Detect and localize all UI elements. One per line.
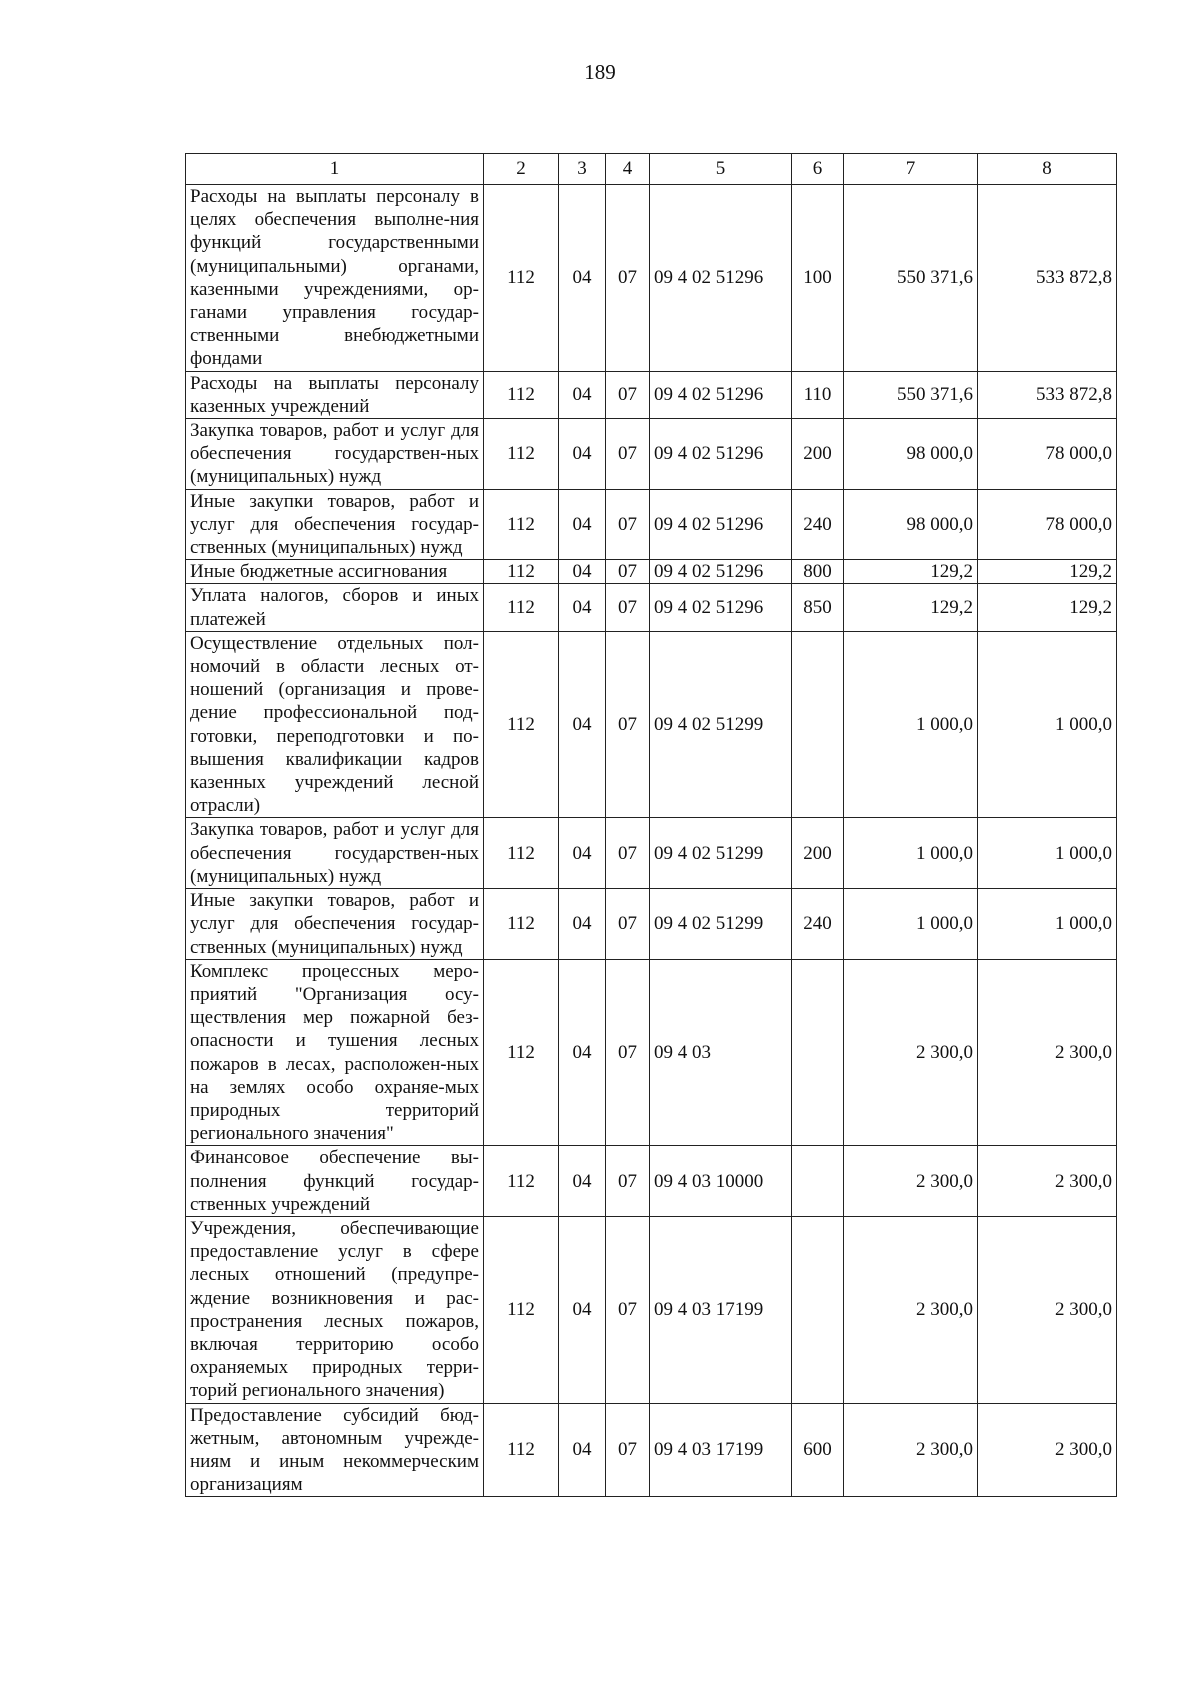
subsection-code: 07 xyxy=(606,185,650,372)
target-article-code: 09 4 02 51299 xyxy=(650,818,792,889)
expense-type-code xyxy=(792,959,844,1146)
section-code: 04 xyxy=(559,818,606,889)
ministry-code: 112 xyxy=(484,818,559,889)
row-name: Осуществление отдельных пол-номочий в области лесных от-ношений (организация и прове-дение профессиональной под-готовки, переподготовки и по-вышения квалификации кадров казенных учреждений лесной отрасли) xyxy=(186,631,484,818)
table-row xyxy=(186,371,1117,418)
amount-year-1: 2 300,0 xyxy=(844,959,978,1146)
ministry-code: 112 xyxy=(484,1403,559,1497)
section-code: 04 xyxy=(559,889,606,960)
amount-year-2: 129,2 xyxy=(978,560,1117,584)
row-name: Закупка товаров, работ и услуг для обеспечения государствен-ных (муниципальных) нужд xyxy=(186,818,484,889)
ministry-code: 112 xyxy=(484,959,559,1146)
subsection-code: 07 xyxy=(606,371,650,418)
row-name: Комплекс процессных меро-приятий "Организация осу-ществления мер пожарной без-опасности и тушения лесных пожаров в лесах, расположен-ных на землях особо охраняе-мых природных территорий регионального значения" xyxy=(186,959,484,1146)
amount-year-1: 550 371,6 xyxy=(844,371,978,418)
amount-year-2: 1 000,0 xyxy=(978,889,1117,960)
header-col-4: 4 xyxy=(606,154,650,185)
amount-year-1: 98 000,0 xyxy=(844,419,978,490)
section-code: 04 xyxy=(559,185,606,372)
section-code: 04 xyxy=(559,560,606,584)
ministry-code: 112 xyxy=(484,631,559,818)
expense-type-code: 850 xyxy=(792,584,844,631)
ministry-code: 112 xyxy=(484,371,559,418)
target-article-code: 09 4 02 51296 xyxy=(650,185,792,372)
amount-year-1: 2 300,0 xyxy=(844,1216,978,1403)
amount-year-2: 78 000,0 xyxy=(978,419,1117,490)
expense-type-code: 600 xyxy=(792,1403,844,1497)
target-article-code: 09 4 02 51296 xyxy=(650,584,792,631)
target-article-code: 09 4 03 17199 xyxy=(650,1403,792,1497)
section-code: 04 xyxy=(559,1403,606,1497)
section-code: 04 xyxy=(559,1216,606,1403)
ministry-code: 112 xyxy=(484,419,559,490)
expense-type-code: 200 xyxy=(792,419,844,490)
amount-year-2: 2 300,0 xyxy=(978,1216,1117,1403)
row-name: Финансовое обеспечение вы-полнения функций государ-ственных учреждений xyxy=(186,1146,484,1217)
section-code: 04 xyxy=(559,631,606,818)
row-name: Иные закупки товаров, работ и услуг для обеспечения государ-ственных (муниципальных) нужд xyxy=(186,889,484,960)
header-col-8: 8 xyxy=(978,154,1117,185)
amount-year-2: 2 300,0 xyxy=(978,959,1117,1146)
amount-year-2: 2 300,0 xyxy=(978,1146,1117,1217)
amount-year-2: 129,2 xyxy=(978,584,1117,631)
target-article-code: 09 4 02 51299 xyxy=(650,631,792,818)
target-article-code: 09 4 02 51296 xyxy=(650,419,792,490)
expense-type-code: 110 xyxy=(792,371,844,418)
target-article-code: 09 4 03 17199 xyxy=(650,1216,792,1403)
table-row xyxy=(186,1403,1117,1497)
subsection-code: 07 xyxy=(606,560,650,584)
amount-year-2: 78 000,0 xyxy=(978,489,1117,560)
ministry-code: 112 xyxy=(484,1146,559,1217)
expense-type-code xyxy=(792,631,844,818)
amount-year-1: 550 371,6 xyxy=(844,185,978,372)
amount-year-2: 2 300,0 xyxy=(978,1403,1117,1497)
header-row xyxy=(186,154,1117,185)
row-name: Расходы на выплаты персоналу казенных учреждений xyxy=(186,371,484,418)
header-col-3: 3 xyxy=(559,154,606,185)
row-name: Иные закупки товаров, работ и услуг для обеспечения государ-ственных (муниципальных) нужд xyxy=(186,489,484,560)
header-col-2: 2 xyxy=(484,154,559,185)
row-name: Уплата налогов, сборов и иных платежей xyxy=(186,584,484,631)
target-article-code: 09 4 03 10000 xyxy=(650,1146,792,1217)
target-article-code: 09 4 02 51299 xyxy=(650,889,792,960)
expense-type-code xyxy=(792,1146,844,1217)
target-article-code: 09 4 02 51296 xyxy=(650,560,792,584)
section-code: 04 xyxy=(559,959,606,1146)
table-row xyxy=(186,419,1117,490)
row-name: Закупка товаров, работ и услуг для обеспечения государствен-ных (муниципальных) нужд xyxy=(186,419,484,490)
subsection-code: 07 xyxy=(606,959,650,1146)
amount-year-1: 1 000,0 xyxy=(844,889,978,960)
expense-type-code: 240 xyxy=(792,489,844,560)
subsection-code: 07 xyxy=(606,1403,650,1497)
subsection-code: 07 xyxy=(606,1146,650,1217)
subsection-code: 07 xyxy=(606,631,650,818)
subsection-code: 07 xyxy=(606,419,650,490)
section-code: 04 xyxy=(559,371,606,418)
expense-type-code: 200 xyxy=(792,818,844,889)
section-code: 04 xyxy=(559,1146,606,1217)
amount-year-1: 129,2 xyxy=(844,584,978,631)
expense-type-code xyxy=(792,1216,844,1403)
table-row xyxy=(186,489,1117,560)
subsection-code: 07 xyxy=(606,584,650,631)
subsection-code: 07 xyxy=(606,889,650,960)
table-row xyxy=(186,1216,1117,1403)
subsection-code: 07 xyxy=(606,489,650,560)
ministry-code: 112 xyxy=(484,584,559,631)
header-col-7: 7 xyxy=(844,154,978,185)
ministry-code: 112 xyxy=(484,489,559,560)
amount-year-2: 533 872,8 xyxy=(978,185,1117,372)
budget-table xyxy=(185,153,1117,1497)
amount-year-1: 2 300,0 xyxy=(844,1146,978,1217)
section-code: 04 xyxy=(559,419,606,490)
target-article-code: 09 4 03 xyxy=(650,959,792,1146)
amount-year-1: 2 300,0 xyxy=(844,1403,978,1497)
ministry-code: 112 xyxy=(484,1216,559,1403)
amount-year-2: 533 872,8 xyxy=(978,371,1117,418)
amount-year-1: 1 000,0 xyxy=(844,818,978,889)
amount-year-1: 129,2 xyxy=(844,560,978,584)
amount-year-2: 1 000,0 xyxy=(978,818,1117,889)
table-row xyxy=(186,560,1117,584)
header-col-6: 6 xyxy=(792,154,844,185)
subsection-code: 07 xyxy=(606,1216,650,1403)
subsection-code: 07 xyxy=(606,818,650,889)
table-row xyxy=(186,959,1117,1146)
amount-year-1: 1 000,0 xyxy=(844,631,978,818)
row-name: Расходы на выплаты персоналу в целях обеспечения выполне-ния функций государственными (муниципальными) органами, казенными учреждениями, ор-ганами управления государ-ственными внебюджетными фондами xyxy=(186,185,484,372)
row-name: Иные бюджетные ассигнования xyxy=(186,560,484,584)
header-col-1: 1 xyxy=(186,154,484,185)
target-article-code: 09 4 02 51296 xyxy=(650,489,792,560)
section-code: 04 xyxy=(559,584,606,631)
ministry-code: 112 xyxy=(484,560,559,584)
table-row xyxy=(186,584,1117,631)
expense-type-code: 240 xyxy=(792,889,844,960)
ministry-code: 112 xyxy=(484,889,559,960)
table-row xyxy=(186,631,1117,818)
table-row xyxy=(186,818,1117,889)
expense-type-code: 800 xyxy=(792,560,844,584)
table-row xyxy=(186,1146,1117,1217)
table-row xyxy=(186,889,1117,960)
target-article-code: 09 4 02 51296 xyxy=(650,371,792,418)
header-col-5: 5 xyxy=(650,154,792,185)
expense-type-code: 100 xyxy=(792,185,844,372)
ministry-code: 112 xyxy=(484,185,559,372)
amount-year-1: 98 000,0 xyxy=(844,489,978,560)
page-number: 189 xyxy=(584,60,616,84)
row-name: Предоставление субсидий бюд-жетным, автономным учрежде-ниям и иным некоммерческим организациям xyxy=(186,1403,484,1497)
table-row xyxy=(186,185,1117,372)
section-code: 04 xyxy=(559,489,606,560)
amount-year-2: 1 000,0 xyxy=(978,631,1117,818)
row-name: Учреждения, обеспечивающие предоставление услуг в сфере лесных отношений (предупре-ждение возникновения и рас-пространения лесных пожаров, включая территорию особо охраняемых природных терри-торий регионального значения) xyxy=(186,1216,484,1403)
